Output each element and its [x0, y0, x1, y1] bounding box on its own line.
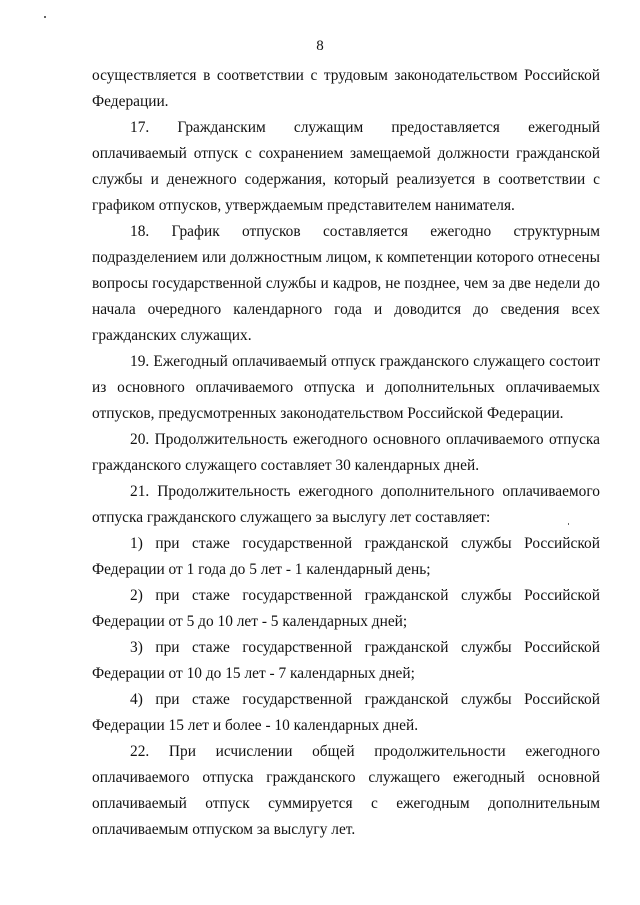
paragraph-17: 17. Гражданским служащим предоставляется ежегодный оплачиваемый отпуск с сохранением замещаемой должности гражданской службы и денежного содержания, который реализуется в соответствии с графиком отпусков, утверждаемым представителем нанимателя. — [92, 119, 600, 214]
paragraph-21: 21. Продолжительность ежегодного дополнительного оплачиваемого отпуска гражданского служащего за выслугу лет составляет: — [92, 483, 600, 526]
paragraph-19: 19. Ежегодный оплачиваемый отпуск гражданского служащего состоит из основного оплачиваемого отпуска и дополнительных оплачиваемых отпусков, предусмотренных законодательством Российской Федерации. — [92, 353, 600, 422]
list-item-1: 1) при стаже государственной гражданской службы Российской Федерации от 1 года до 5 лет - 1 календарный день; — [92, 535, 600, 578]
page-number: 8 — [316, 38, 324, 54]
list-item-4: 4) при стаже государственной гражданской службы Российской Федерации 15 лет и более - 10 календарных дней. — [92, 691, 600, 734]
paragraph-continuation: осуществляется в соответствии с трудовым законодательством Российской Федерации. — [92, 67, 600, 110]
paragraph-22: 22. При исчислении общей продолжительности ежегодного оплачиваемого отпуска гражданского служащего ежегодный основной оплачиваемый отпуск суммируется с ежегодным дополнительным оплачиваемым отпуском за выслугу лет. — [92, 743, 600, 838]
paragraph-20: 20. Продолжительность ежегодного основного оплачиваемого отпуска гражданского служащего составляет 30 календарных дней. — [92, 431, 600, 474]
document-body — [92, 63, 600, 843]
list-item-3: 3) при стаже государственной гражданской службы Российской Федерации от 10 до 15 лет - 7 календарных дней; — [92, 639, 600, 682]
paragraph-18: 18. График отпусков составляется ежегодно структурным подразделением или должностным лицом, к компетенции которого отнесены вопросы государственной службы и кадров, не позднее, чем за две недели до начала очередного календарного года и доводится до сведения всех гражданских служащих. — [92, 223, 600, 344]
scan-speck — [44, 16, 46, 18]
list-item-2: 2) при стаже государственной гражданской службы Российской Федерации от 5 до 10 лет - 5 календарных дней; — [92, 587, 600, 630]
